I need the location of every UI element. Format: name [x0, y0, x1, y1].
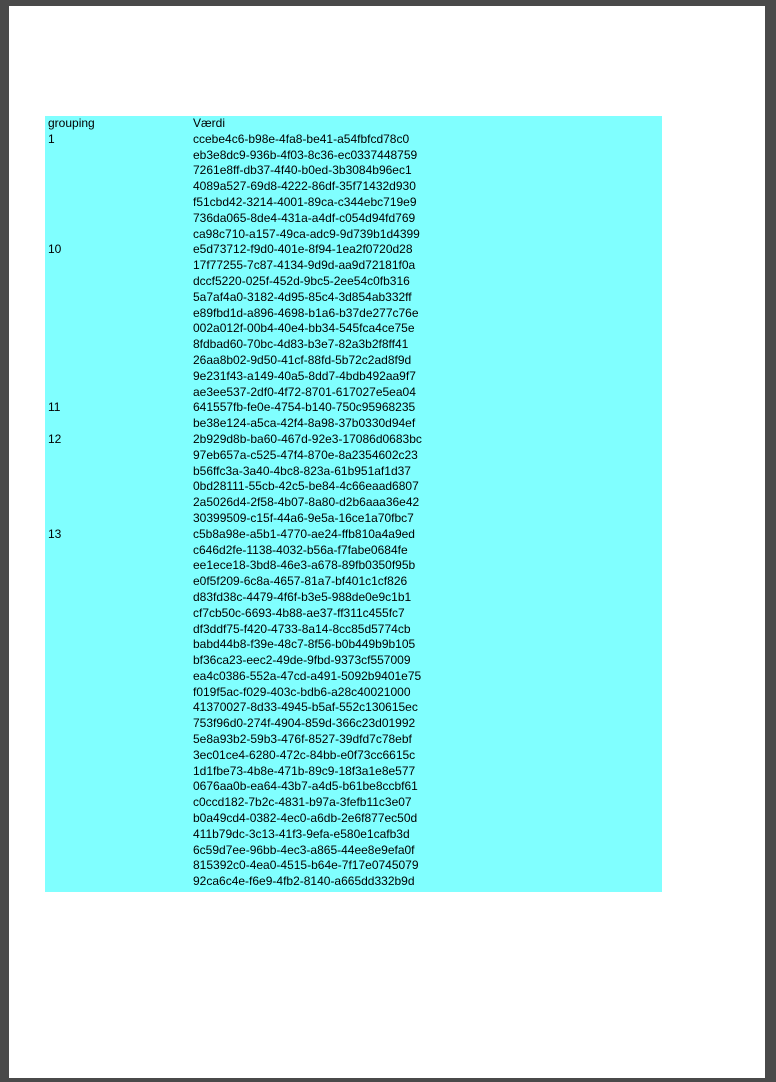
grouping-cell [45, 748, 193, 764]
grouping-cell [45, 716, 193, 732]
value-cell: 641557fb-fe0e-4754-b140-750c95968235 [193, 400, 416, 415]
grouping-cell [45, 511, 193, 527]
table-row [45, 574, 662, 590]
value-cell: babd44b8-f39e-48c7-8f56-b0b449b9b105 [193, 637, 416, 652]
grouping-cell: 12 [48, 431, 62, 446]
value-cell: 26aa8b02-9d50-41cf-88fd-5b72c2ad8f9d [193, 352, 412, 367]
value-cell: 411b79dc-3c13-41f3-9efa-e580e1cafb3d [193, 826, 410, 841]
grouping-cell: 13 [48, 526, 62, 541]
table-row [45, 764, 662, 780]
value-cell: b0a49cd4-0382-4ec0-a6db-2e6f877ec50d [193, 811, 418, 826]
grouping-cell [45, 858, 193, 874]
table-row [45, 622, 662, 638]
value-cell: 41370027-8d33-4945-b5af-552c130615ec [193, 700, 418, 715]
value-cell: 17f77255-7c87-4134-9d9d-aa9d72181f0a [193, 258, 416, 273]
table-row [45, 716, 662, 732]
table-row [45, 306, 662, 322]
table-row [45, 779, 662, 795]
grouping-cell [45, 843, 193, 859]
value-cell: 92ca6c4e-f6e9-4fb2-8140-a665dd332b9d [193, 874, 415, 889]
grouping-cell [45, 274, 193, 290]
grouping-cell [45, 179, 193, 195]
value-cell: df3ddf75-f420-4733-8a14-8cc85d5774cb [193, 621, 411, 636]
table-row [45, 416, 662, 432]
grouping-cell [45, 637, 193, 653]
grouping-cell [45, 574, 193, 590]
value-cell: b56ffc3a-3a40-4bc8-823a-61b951af1d37 [193, 463, 411, 478]
grouping-cell [45, 195, 193, 211]
grouping-cell [45, 464, 193, 480]
value-cell: d83fd38c-4479-4f6f-b3e5-988de0e9c1b1 [193, 589, 412, 604]
value-cell: 736da065-8de4-431a-a4df-c054d94fd769 [193, 210, 416, 225]
header-value: Værdi [193, 116, 226, 130]
grouping-cell [45, 558, 193, 574]
grouping-cell [45, 606, 193, 622]
value-cell: f51cbd42-3214-4001-89ca-c344ebc719e9 [193, 194, 417, 209]
table-row [45, 669, 662, 685]
table-row [45, 211, 662, 227]
table-row [45, 353, 662, 369]
value-cell: ee1ece18-3bd8-46e3-a678-89fb0350f95b [193, 558, 416, 573]
grouping-cell [45, 590, 193, 606]
grouping-cell [45, 874, 193, 890]
table-row [45, 700, 662, 716]
grouping-cell [45, 227, 193, 243]
grouping-cell [45, 700, 193, 716]
grouping-cell [45, 385, 193, 401]
value-cell: 753f96d0-274f-4904-859d-366c23d01992 [193, 716, 416, 731]
table-row [45, 527, 662, 543]
grouping-cell: 1 [48, 131, 55, 146]
table-header-row [45, 116, 662, 132]
table-row [45, 337, 662, 353]
value-cell: 9e231f43-a149-40a5-8dd7-4bdb492aa9f7 [193, 368, 416, 383]
value-cell: e5d73712-f9d0-401e-8f94-1ea2f0720d28 [193, 242, 413, 257]
header-grouping: grouping [48, 116, 95, 130]
table-row [45, 163, 662, 179]
table-row [45, 606, 662, 622]
value-cell: be38e124-a5ca-42f4-8a98-37b0330d94ef [193, 416, 416, 431]
value-cell: 30399509-c15f-44a6-9e5a-16ce1a70fbc7 [193, 510, 414, 525]
table-row [45, 558, 662, 574]
table-row [45, 543, 662, 559]
grouping-cell [45, 258, 193, 274]
table-row [45, 748, 662, 764]
value-cell: 3ec01ce4-6280-472c-84bb-e0f73cc6615c [193, 747, 416, 762]
value-cell: 6c59d7ee-96bb-4ec3-a865-44ee8e9efa0f [193, 842, 415, 857]
value-cell: 2b929d8b-ba60-467d-92e3-17086d0683bc [193, 431, 422, 446]
table-row [45, 732, 662, 748]
table-row [45, 464, 662, 480]
grouping-cell [45, 779, 193, 795]
grouping-cell [45, 369, 193, 385]
table-row [45, 432, 662, 448]
table-row [45, 195, 662, 211]
value-cell: 815392c0-4ea0-4515-b64e-7f17e0745079 [193, 858, 419, 873]
grouping-cell [45, 764, 193, 780]
grouping-cell [45, 479, 193, 495]
table-row [45, 811, 662, 827]
data-table [45, 116, 662, 892]
table-row [45, 511, 662, 527]
value-cell: 0bd28111-55cb-42c5-be84-4c66eaad6807 [193, 479, 419, 494]
table-row [45, 258, 662, 274]
value-cell: 7261e8ff-db37-4f40-b0ed-3b3084b96ec1 [193, 163, 412, 178]
value-cell: ca98c710-a157-49ca-adc9-9d739b1d4399 [193, 226, 420, 241]
grouping-cell [45, 337, 193, 353]
grouping-cell [45, 353, 193, 369]
value-cell: eb3e8dc9-936b-4f03-8c36-ec0337448759 [193, 147, 418, 162]
table-row [45, 132, 662, 148]
grouping-cell [45, 448, 193, 464]
value-cell: e89fbd1d-a896-4698-b1a6-b37de277c76e [193, 305, 419, 320]
grouping-cell [45, 732, 193, 748]
grouping-cell [45, 416, 193, 432]
value-cell: dccf5220-025f-452d-9bc5-2ee54c0fb316 [193, 273, 410, 288]
value-cell: 5a7af4a0-3182-4d95-85c4-3d854ab332ff [193, 289, 412, 304]
grouping-cell [45, 622, 193, 638]
value-cell: ea4c0386-552a-47cd-a491-5092b9401e75 [193, 668, 422, 683]
value-cell: c5b8a98e-a5b1-4770-ae24-ffb810a4a9ed [193, 526, 415, 541]
table-row [45, 385, 662, 401]
table-row [45, 874, 662, 890]
table-row [45, 479, 662, 495]
table-row [45, 637, 662, 653]
grouping-cell [45, 290, 193, 306]
value-cell: ae3ee537-2df0-4f72-8701-617027e5ea04 [193, 384, 416, 399]
table-row [45, 369, 662, 385]
grouping-cell [45, 827, 193, 843]
table-row [45, 495, 662, 511]
table-row [45, 685, 662, 701]
table-row [45, 448, 662, 464]
table-row [45, 290, 662, 306]
grouping-cell [45, 653, 193, 669]
value-cell: c646d2fe-1138-4032-b56a-f7fabe0684fe [193, 542, 408, 557]
table-row [45, 590, 662, 606]
value-cell: 1d1fbe73-4b8e-471b-89c9-18f3a1e8e577 [193, 763, 416, 778]
table-row [45, 227, 662, 243]
grouping-cell [45, 148, 193, 164]
value-cell: 0676aa0b-ea64-43b7-a4d5-b61be8ccbf61 [193, 779, 418, 794]
table-row [45, 653, 662, 669]
table-row [45, 843, 662, 859]
table-body [45, 132, 662, 890]
value-cell: c0ccd182-7b2c-4831-b97a-3fefb11c3e07 [193, 795, 412, 810]
grouping-cell [45, 163, 193, 179]
table-row [45, 858, 662, 874]
grouping-cell [45, 795, 193, 811]
table-row [45, 179, 662, 195]
value-cell: f019f5ac-f029-403c-bdb6-a28c40021000 [193, 684, 411, 699]
table-row [45, 148, 662, 164]
grouping-cell [45, 321, 193, 337]
value-cell: 4089a527-69d8-4222-86df-35f71432d930 [193, 179, 416, 194]
value-cell: 2a5026d4-2f58-4b07-8a80-d2b6aaa36e42 [193, 495, 420, 510]
value-cell: 8fdbad60-70bc-4d83-b3e7-82a3b2f8ff41 [193, 337, 409, 352]
grouping-cell [45, 811, 193, 827]
grouping-cell [45, 685, 193, 701]
document-page [9, 6, 765, 1078]
table-row [45, 321, 662, 337]
table-row [45, 274, 662, 290]
table-row [45, 827, 662, 843]
grouping-cell: 10 [48, 242, 62, 257]
table-row [45, 400, 662, 416]
grouping-cell [45, 495, 193, 511]
table-row [45, 242, 662, 258]
value-cell: 97eb657a-c525-47f4-870e-8a2354602c23 [193, 447, 418, 462]
value-cell: cf7cb50c-6693-4b88-ae37-ff311c455fc7 [193, 605, 405, 620]
value-cell: ccebe4c6-b98e-4fa8-be41-a54fbfcd78c0 [193, 131, 410, 146]
value-cell: 5e8a93b2-59b3-476f-8527-39dfd7c78ebf [193, 732, 412, 747]
value-cell: e0f5f209-6c8a-4657-81a7-bf401c1cf826 [193, 574, 408, 589]
value-cell: 002a012f-00b4-40e4-bb34-545fca4ce75e [193, 321, 415, 336]
value-cell: bf36ca23-eec2-49de-9fbd-9373cf557009 [193, 653, 411, 668]
grouping-cell [45, 669, 193, 685]
grouping-cell [45, 306, 193, 322]
grouping-cell [45, 211, 193, 227]
table-row [45, 795, 662, 811]
grouping-cell [45, 543, 193, 559]
grouping-cell: 11 [48, 400, 61, 415]
